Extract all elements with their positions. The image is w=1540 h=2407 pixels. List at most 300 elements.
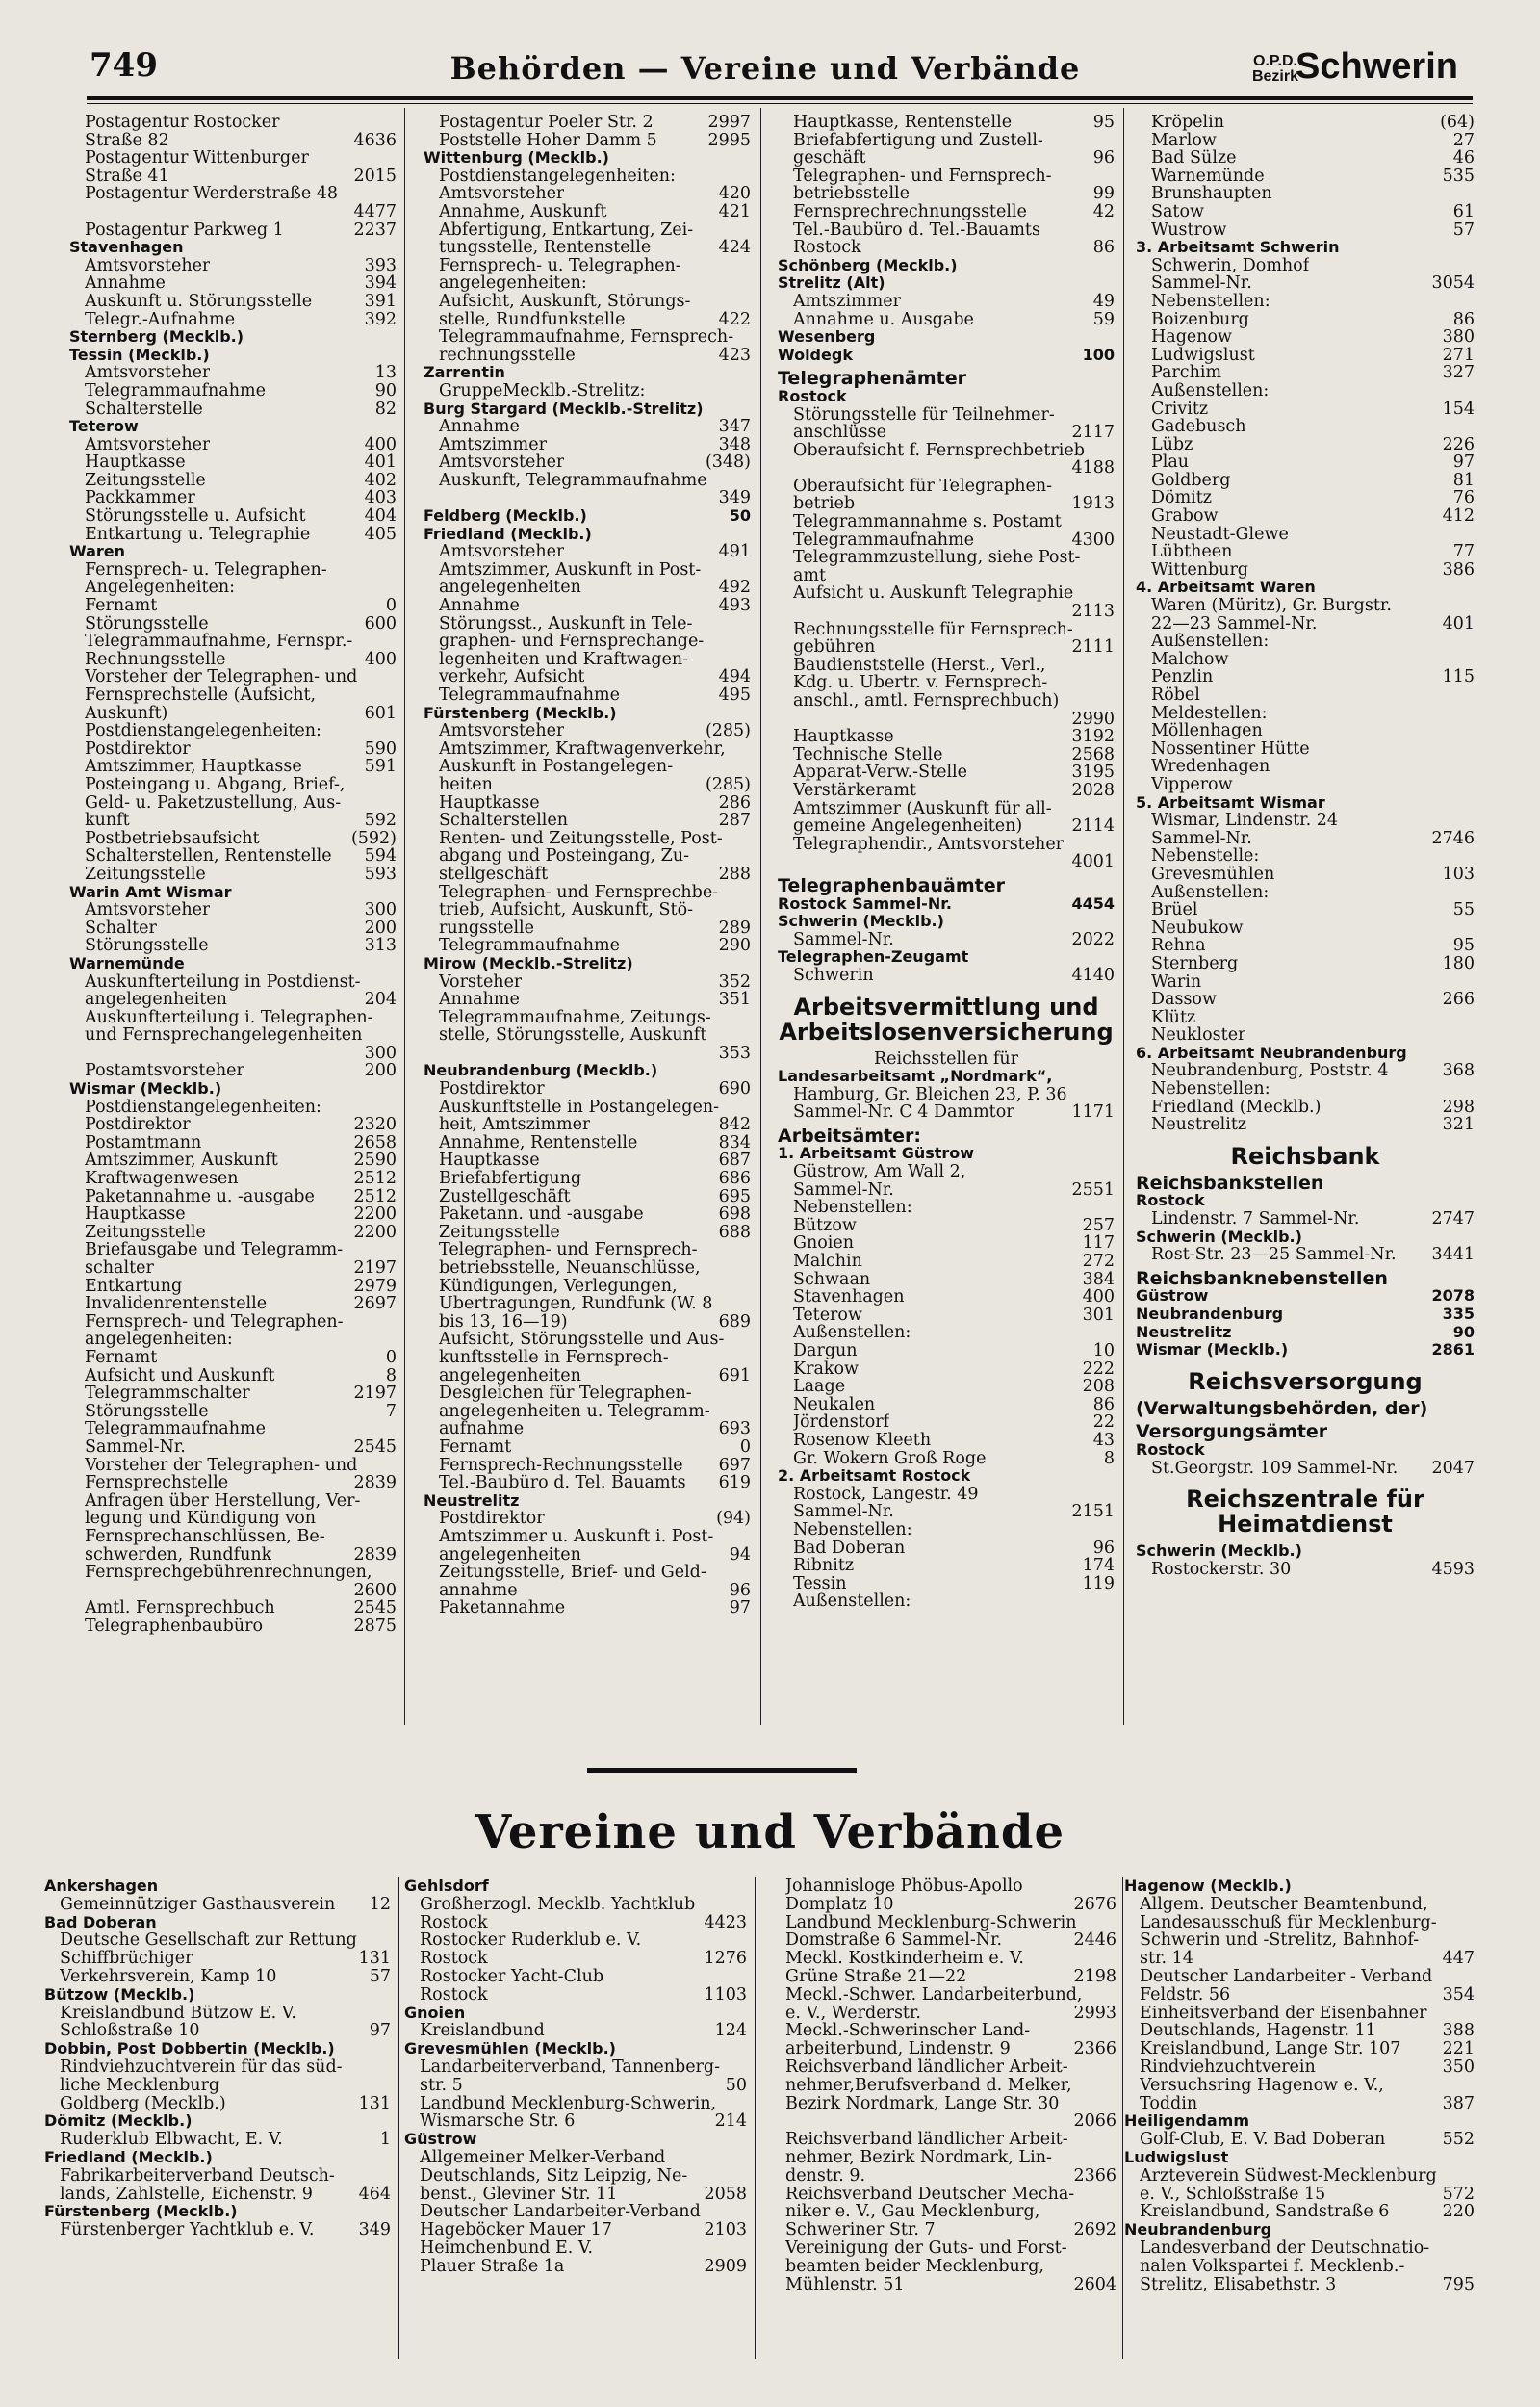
entry-text: Telegrammaufnahme xyxy=(439,937,620,955)
place-heading xyxy=(424,526,751,544)
entry-text: Vipperow xyxy=(1151,775,1233,794)
entry-text: Güstrow, Am Wall 2, xyxy=(793,1163,966,1181)
entry-text: angelegenheiten: xyxy=(439,274,587,293)
entry-text: Amtszimmer, Auskunft xyxy=(85,1152,278,1171)
place-heading xyxy=(778,274,1115,293)
entry-row xyxy=(424,991,751,1009)
entry-text: Rostock xyxy=(420,1950,488,1968)
vereine-column-3 xyxy=(770,1877,1116,2359)
entry-text: Sammel-Nr. xyxy=(793,930,894,949)
entry-text: Wismarsche Str. 6 xyxy=(420,2112,576,2132)
entry-row xyxy=(424,812,751,830)
phone-number: 393 xyxy=(364,255,397,275)
entry-text: Telegraphen- und Fernsprech- xyxy=(439,1241,698,1259)
entry-row xyxy=(69,489,397,507)
phone-number: 384 xyxy=(1082,1269,1115,1289)
entry-row xyxy=(1136,401,1475,419)
entry-text: Amtsvorsteher xyxy=(85,901,211,919)
entry-text: beamten beider Mecklenburg, xyxy=(785,2257,1044,2276)
entry-row xyxy=(1136,507,1475,526)
entry-row xyxy=(424,830,751,848)
entry-row xyxy=(778,1342,1115,1360)
entry-text: Postdienstangelegenheiten: xyxy=(85,1098,321,1117)
entry-text: Sammel-Nr. xyxy=(793,1503,894,1521)
entry-row xyxy=(424,866,751,884)
entry-text: Postagentur Wittenburger xyxy=(85,149,309,168)
entry-text: geschäft xyxy=(793,149,866,168)
page-header xyxy=(53,46,1477,94)
entry-row xyxy=(69,740,397,759)
phone-number: 96 xyxy=(729,1580,751,1600)
entry-row xyxy=(778,638,1115,657)
entry-row xyxy=(1124,2005,1475,2023)
phone-number: 421 xyxy=(718,201,751,221)
entry-text: Auskunft u. Störungsstelle xyxy=(85,292,313,311)
entry-row xyxy=(1136,1210,1475,1229)
phone-number: 2590 xyxy=(353,1151,397,1171)
place-heading xyxy=(44,2112,391,2131)
place-heading xyxy=(424,149,751,168)
phone-number: 400 xyxy=(364,649,397,669)
entry-text: Telegraphenbaubüro xyxy=(85,1617,264,1636)
entry-text: Wittenburg xyxy=(1151,560,1249,580)
entry-text: Postdienstangelegenheiten: xyxy=(439,167,676,186)
entry-row xyxy=(1136,185,1475,203)
entry-row xyxy=(69,1205,397,1224)
entry-text: Lindenstr. 7 Sammel-Nr. xyxy=(1151,1210,1360,1229)
phone-number: 2103 xyxy=(704,2220,747,2240)
column-4 xyxy=(1136,114,1475,1750)
place-heading xyxy=(778,895,1115,914)
entry-text: Auskunft, Telegrammaufnahme xyxy=(439,471,707,490)
phone-number: 335 xyxy=(1442,1305,1475,1323)
entry-row xyxy=(69,901,397,919)
phone-number: 327 xyxy=(1442,363,1475,383)
entry-text: Laage xyxy=(793,1378,846,1396)
entry-row xyxy=(1136,293,1475,311)
entry-row xyxy=(69,776,397,794)
entry-text: Brüel xyxy=(1151,901,1198,919)
entry-row xyxy=(424,1582,751,1600)
phone-number: (592) xyxy=(350,828,397,848)
phone-number: 313 xyxy=(364,936,397,956)
entry-text: Amtszimmer, Hauptkasse xyxy=(85,758,302,776)
entry-row xyxy=(69,1152,397,1170)
place-heading xyxy=(424,705,751,723)
entry-text: Kreislandbund Bützow E. V. xyxy=(60,2004,296,2023)
entry-row xyxy=(778,1413,1115,1432)
phone-number: 447 xyxy=(1442,1949,1475,1969)
place-heading xyxy=(778,347,1115,365)
entry-row xyxy=(1136,418,1475,436)
entry-row xyxy=(69,1188,397,1206)
entry-text: Arbeitsämter: xyxy=(778,1126,922,1146)
phone-number: 100 xyxy=(1082,345,1115,364)
entry-row xyxy=(778,293,1115,311)
entry-text: aufnahme xyxy=(439,1420,525,1438)
entry-text: Zeitungsstelle xyxy=(85,865,206,884)
place-heading xyxy=(1124,2149,1475,2167)
phone-number: 200 xyxy=(364,1061,397,1081)
entry-row xyxy=(44,2005,391,2023)
entry-row xyxy=(1124,2258,1475,2276)
entry-row xyxy=(424,203,751,221)
place-heading xyxy=(44,2203,391,2221)
entry-row xyxy=(404,2221,747,2239)
entry-text: Annahme xyxy=(439,597,520,615)
phone-number: 404 xyxy=(364,506,397,527)
phone-number: 2117 xyxy=(1071,423,1115,443)
entry-text: Ärzteverein Südwest-Mecklenburg xyxy=(1140,2166,1437,2186)
entry-text: Telegraphendir., Amtsvorsteher xyxy=(793,835,1065,854)
entry-text: Reichsversorgung xyxy=(1188,1368,1423,1394)
entry-row xyxy=(424,1546,751,1565)
entry-text: Hauptkasse, Rentenstelle xyxy=(793,114,1013,132)
entry-row xyxy=(770,2186,1116,2204)
phone-number: 422 xyxy=(718,309,751,329)
entry-row xyxy=(44,2058,391,2077)
entry-row xyxy=(778,1503,1115,1521)
entry-row xyxy=(424,436,751,454)
entry-text: Annahme xyxy=(439,991,520,1009)
phone-number: 4636 xyxy=(353,130,397,150)
entry-text: Warin Amt Wismar xyxy=(69,883,232,901)
entry-text: Oberaufsicht für Telegraphen- xyxy=(793,477,1053,496)
phone-number: 2997 xyxy=(707,114,751,132)
entry-text: Rost-Str. 23—25 Sammel-Nr. xyxy=(1151,1246,1397,1264)
entry-row xyxy=(69,203,397,221)
entry-row xyxy=(69,1528,397,1546)
phone-number: 50 xyxy=(729,506,751,526)
entry-text: Rostock xyxy=(1136,1440,1205,1459)
phone-number: 226 xyxy=(1442,434,1475,454)
phone-number: 2658 xyxy=(353,1132,397,1152)
entry-text: legung und Kündigung von xyxy=(85,1510,317,1528)
entry-row xyxy=(1124,2095,1475,2113)
entry-text: Entkartung xyxy=(85,1277,183,1296)
entry-text: Telegrammschalter xyxy=(85,1385,250,1403)
entry-row xyxy=(69,1618,397,1636)
entry-text: Invalidenrentenstelle xyxy=(85,1295,268,1313)
entry-row xyxy=(69,1045,397,1063)
phone-number: 180 xyxy=(1442,953,1475,973)
entry-text: Kreislandbund xyxy=(420,2022,545,2041)
entry-text: Neubrandenburg xyxy=(1124,2221,1272,2239)
entry-row xyxy=(1136,901,1475,919)
entry-row xyxy=(778,203,1115,221)
entry-text: Telegraphen- und Fernsprechbe- xyxy=(439,883,719,902)
entry-row xyxy=(1136,203,1475,221)
entry-text: Verstärkeramt xyxy=(793,781,916,800)
entry-text: Technische Stelle xyxy=(793,745,943,764)
phone-number: 271 xyxy=(1442,345,1475,365)
phone-number: 4593 xyxy=(1431,1559,1475,1579)
entry-text: Möllenhagen xyxy=(1151,722,1263,740)
entry-text: niker e. V., Gau Mecklenburg, xyxy=(785,2203,1040,2222)
entry-text: Amtsvorsteher xyxy=(439,543,565,561)
entry-row xyxy=(424,579,751,597)
entry-row xyxy=(69,132,397,150)
entry-text: nalen Volkspartei f. Mecklenb.- xyxy=(1140,2257,1405,2276)
phone-number: 81 xyxy=(1452,470,1475,490)
phone-number: 695 xyxy=(718,1186,751,1206)
entry-row xyxy=(424,937,751,955)
entry-text: Fernsprech-Rechnungsstelle xyxy=(439,1456,683,1475)
entry-row xyxy=(404,2239,747,2258)
entry-row xyxy=(404,2149,747,2167)
entry-text: Vorsteher der Telegraphen- und xyxy=(85,1456,358,1475)
entry-text: 5. Arbeitsamt Wismar xyxy=(1136,793,1325,812)
entry-row xyxy=(404,1986,747,2005)
section-heading xyxy=(1136,1144,1475,1169)
entry-text: Schwerin (Mecklb.) xyxy=(778,913,944,931)
entry-text: stelle, Rundfunkstelle xyxy=(439,310,626,329)
place-heading xyxy=(69,239,397,257)
entry-row xyxy=(69,1259,397,1278)
entry-row xyxy=(1136,347,1475,365)
entry-text: Rostock Sammel-Nr. xyxy=(778,894,952,913)
entry-text: Kröpelin xyxy=(1151,114,1224,132)
entry-row xyxy=(404,2058,747,2077)
section-heading xyxy=(1136,579,1475,597)
entry-text: legenheiten und Kraftwagen- xyxy=(439,650,689,669)
entry-row xyxy=(69,526,397,544)
entry-row xyxy=(69,149,397,168)
entry-row xyxy=(69,1457,397,1475)
phone-number: 8 xyxy=(385,1365,397,1385)
phone-number: 348 xyxy=(718,434,751,454)
place-heading xyxy=(69,955,397,973)
entry-row xyxy=(69,257,397,275)
phone-number: 4477 xyxy=(353,201,397,221)
opd-line1: O.P.D. xyxy=(1253,53,1297,69)
phone-number: 43 xyxy=(1092,1430,1115,1450)
entry-row xyxy=(1124,2040,1475,2058)
place-heading xyxy=(778,948,1115,967)
entry-row xyxy=(778,406,1115,425)
entry-text: Telegraphenämter xyxy=(778,370,967,388)
entry-row xyxy=(778,621,1115,639)
entry-text: gemeine Angelegenheiten) xyxy=(793,817,1023,836)
entry-row xyxy=(1136,615,1475,634)
entry-row xyxy=(69,114,397,132)
phone-number: 535 xyxy=(1442,166,1475,186)
entry-row xyxy=(69,722,397,740)
entry-text: Sammel-Nr. xyxy=(1151,829,1252,848)
entry-row xyxy=(424,1528,751,1546)
phone-number: 388 xyxy=(1442,2021,1475,2041)
place-heading xyxy=(1136,1192,1475,1210)
entry-text: str. 14 xyxy=(1140,1950,1194,1968)
phone-number: 412 xyxy=(1442,506,1475,527)
entry-row xyxy=(424,382,751,401)
entry-row xyxy=(44,1896,391,1914)
entry-row xyxy=(424,1474,751,1492)
entry-row xyxy=(424,615,751,634)
phone-number: 834 xyxy=(718,1132,751,1152)
phone-number: 1103 xyxy=(704,1984,747,2005)
entry-text: Sammel-Nr. xyxy=(793,1180,894,1200)
entry-text: Röbel xyxy=(1151,686,1200,705)
phone-number: 601 xyxy=(364,703,397,723)
phone-number: 4140 xyxy=(1071,965,1115,985)
phone-number: 2568 xyxy=(1071,744,1115,764)
entry-text: Reichsverband ländlicher Arbeit- xyxy=(785,2058,1068,2077)
entry-text: Auskunftstelle in Postangelegen- xyxy=(439,1098,720,1117)
phone-number: 2995 xyxy=(707,130,751,150)
place-heading xyxy=(778,328,1115,347)
entry-row xyxy=(44,2131,391,2149)
entry-text: Domstraße 6 Sammel-Nr. xyxy=(785,1931,1003,1951)
entry-row xyxy=(69,937,397,955)
entry-text: Wismar (Mecklb.) xyxy=(69,1080,222,1099)
entry-row xyxy=(69,1062,397,1080)
phone-number: 2990 xyxy=(1071,709,1115,729)
entry-text: Annahme xyxy=(439,418,520,436)
section-heading xyxy=(778,1068,1115,1086)
entry-row xyxy=(424,1116,751,1134)
entry-text: Marlow xyxy=(1151,131,1217,150)
entry-text: Annahme, Auskunft xyxy=(439,202,607,221)
entry-row xyxy=(44,2077,391,2095)
phone-number: 387 xyxy=(1442,2093,1475,2113)
phone-number: 491 xyxy=(718,542,751,562)
entry-text: Neubrandenburg (Mecklb.) xyxy=(424,1062,658,1080)
entry-row xyxy=(424,1331,751,1349)
section-heading xyxy=(778,370,1115,388)
entry-row xyxy=(69,633,397,651)
phone-number: 391 xyxy=(364,291,397,311)
entry-row xyxy=(770,1914,1116,1932)
entry-text: Rostock xyxy=(793,239,861,257)
entry-row xyxy=(778,1575,1115,1593)
entry-row xyxy=(1136,1062,1475,1080)
entry-text: Fernsprechrechnungsstelle xyxy=(793,202,1027,221)
entry-row xyxy=(778,459,1115,478)
entry-text: liche Mecklenburg xyxy=(60,2076,220,2095)
phone-number: 2446 xyxy=(1073,1930,1116,1951)
entry-text: Schwerin, Domhof xyxy=(1151,256,1310,275)
place-heading xyxy=(424,364,751,382)
phone-number: 86 xyxy=(1092,238,1115,258)
entry-row xyxy=(778,692,1115,711)
entry-text: Aufsicht u. Auskunft Telegraphie xyxy=(793,584,1074,604)
phone-number: 380 xyxy=(1442,327,1475,348)
entry-text: Teterow xyxy=(793,1306,862,1325)
entry-text: Briefausgabe und Telegramm- xyxy=(85,1241,344,1259)
place-heading xyxy=(778,913,1115,931)
entry-text: Deutsche Gesellschaft zur Rettung xyxy=(60,1931,357,1951)
entry-row xyxy=(778,239,1115,257)
place-heading xyxy=(424,1062,751,1080)
place-heading xyxy=(1136,1324,1475,1342)
entry-row xyxy=(770,2022,1116,2040)
phone-number: 200 xyxy=(364,918,397,938)
entry-text: Bützow xyxy=(793,1216,857,1235)
phone-number: 298 xyxy=(1442,1097,1475,1117)
phone-number: 96 xyxy=(1092,1538,1115,1558)
entry-row xyxy=(1136,937,1475,955)
entry-row xyxy=(1136,668,1475,686)
phone-number: 77 xyxy=(1452,542,1475,562)
entry-text: angelegenheiten xyxy=(85,991,227,1009)
phone-number: 7 xyxy=(385,1401,397,1421)
entry-text: Zustellgeschäft xyxy=(439,1187,571,1206)
entry-text: kunft xyxy=(85,812,130,830)
phone-number: 2078 xyxy=(1431,1286,1475,1306)
entry-text: Schwerin und -Strelitz, Bahnhof- xyxy=(1140,1931,1420,1951)
entry-text: Fürstenberg (Mecklb.) xyxy=(44,2203,238,2221)
phone-number: 208 xyxy=(1082,1377,1115,1397)
phone-number: 266 xyxy=(1442,990,1475,1010)
phone-number: 2200 xyxy=(353,1204,397,1225)
entry-text: Fabrikarbeiterverband Deutsch- xyxy=(60,2166,335,2186)
entry-text: Friedland (Mecklb.) xyxy=(1151,1098,1322,1117)
entry-text: Bezirk Nordmark, Lange Str. 30 xyxy=(785,2094,1060,2113)
column-divider xyxy=(755,1877,756,2359)
entry-text: Mirow (Mecklb.-Strelitz) xyxy=(424,954,633,972)
phone-number: 493 xyxy=(718,596,751,616)
entry-row xyxy=(424,132,751,150)
phone-number: 220 xyxy=(1442,2202,1475,2222)
entry-row xyxy=(424,453,751,472)
entry-row xyxy=(69,1474,397,1492)
entry-text: Straße 82 xyxy=(85,131,169,150)
entry-text: Sammel-Nr. xyxy=(1151,274,1252,293)
entry-row xyxy=(770,2149,1116,2167)
section-heading xyxy=(1136,1045,1475,1063)
entry-row xyxy=(69,1241,397,1259)
entry-row xyxy=(424,794,751,813)
entry-row xyxy=(404,1950,747,1968)
entry-text: Grevesmühlen (Mecklb.) xyxy=(404,2040,616,2058)
phone-number: 400 xyxy=(1082,1287,1115,1307)
phone-number: 2111 xyxy=(1071,637,1115,658)
entry-row xyxy=(1124,2239,1475,2258)
entry-text: 22—23 Sammel-Nr. xyxy=(1151,614,1318,634)
vereine-column-1 xyxy=(44,1877,391,2359)
entry-text: Telegr.-Aufnahme xyxy=(85,310,236,329)
entry-text: Rindviehzuchtverein xyxy=(1140,2058,1316,2077)
phone-number: 2113 xyxy=(1071,602,1115,622)
entry-row xyxy=(424,257,751,275)
entry-text: Vorsteher xyxy=(439,972,523,992)
entry-row xyxy=(778,1234,1115,1253)
entry-row xyxy=(424,686,751,705)
entry-text: Schwerin (Mecklb.) xyxy=(1136,1542,1302,1561)
entry-row xyxy=(44,1931,391,1950)
entry-text: Nebenstellen: xyxy=(793,1199,912,1217)
entry-text: Rostocker Yacht-Club xyxy=(420,1967,604,1986)
phone-number: 420 xyxy=(718,184,751,204)
phone-number: 55 xyxy=(1452,900,1475,920)
entry-row xyxy=(424,1438,751,1457)
entry-row xyxy=(424,633,751,651)
entry-text: Amtsvorsteher xyxy=(85,364,211,382)
entry-text: Angelegenheiten: xyxy=(85,579,236,598)
entry-row xyxy=(424,776,751,794)
entry-text: (Verwaltungsbehörden, der) xyxy=(1136,1399,1428,1418)
entry-text: Zeitungsstelle xyxy=(439,1223,560,1242)
entry-text: Dobbin, Post Dobbertin (Mecklb.) xyxy=(44,2040,335,2058)
entry-text: Lübz xyxy=(1151,435,1194,454)
phone-number: 90 xyxy=(1452,1322,1475,1341)
entry-text: Schalterstellen, Rentenstelle xyxy=(85,847,332,866)
entry-text: verkehr, Aufsicht xyxy=(439,668,585,686)
section-heading xyxy=(778,1127,1115,1146)
phone-number: 2022 xyxy=(1071,929,1115,949)
entry-text: Straße 41 xyxy=(85,167,169,186)
